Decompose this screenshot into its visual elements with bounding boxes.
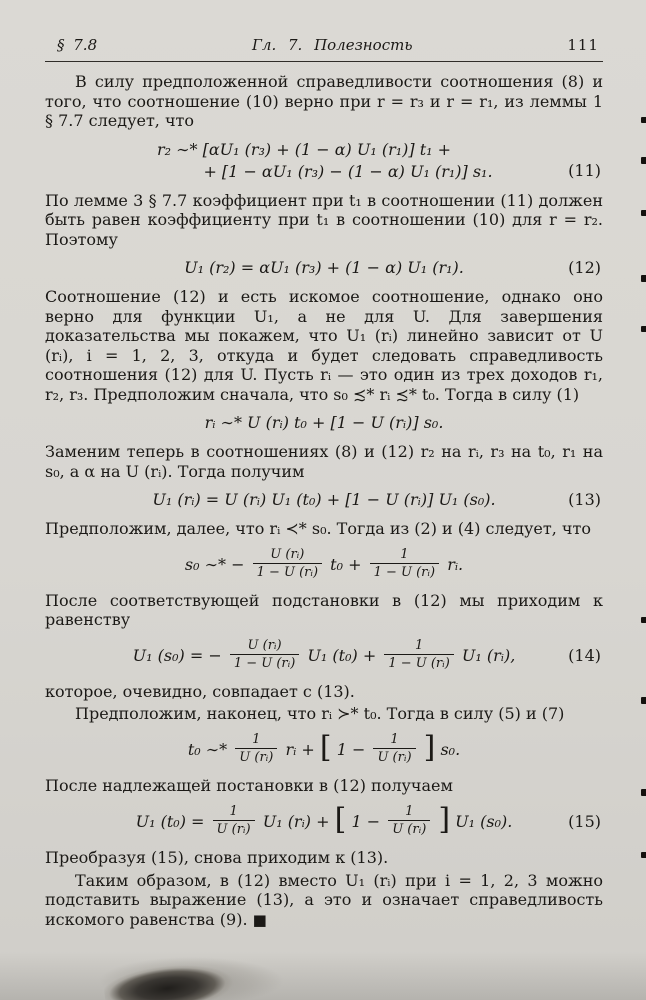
fraction xyxy=(384,638,454,671)
equation-term: s₀. xyxy=(440,739,461,759)
right-bracket: ] xyxy=(438,802,451,837)
equation-s0 xyxy=(45,545,603,585)
equation-number: (13) xyxy=(568,490,601,509)
fraction-numerator: 1 xyxy=(370,547,440,564)
paragraph: которое, очевидно, совпадает с (13). xyxy=(45,681,355,701)
fraction-denominator: U (rᵢ) xyxy=(216,821,251,837)
scan-artifact xyxy=(641,697,646,704)
equation-term: t₀ ∼* xyxy=(187,739,228,759)
equation-term: 1 − xyxy=(336,739,366,759)
equation-number: (15) xyxy=(568,811,601,831)
running-header xyxy=(45,36,603,62)
equation-term: 1 − xyxy=(351,811,381,831)
fraction-denominator: 1 − U (rᵢ) xyxy=(233,655,296,671)
fraction-denominator: 1 − U (rᵢ) xyxy=(256,564,319,580)
equation-number: (12) xyxy=(568,258,601,277)
paragraph: Соотношение (12) и есть искомое соотношение, однако оно верно для функции U₁, а не для U. Для завершения доказательства мы покажем, что U₁ (rᵢ) линейно зависит от U (rᵢ), i = 1, 2, 3, откуда и будет следовать справедливость соотношения (12) для U. Пусть rᵢ — это один из трех доходов r₁, r₂, r₃. Предположим сначала, что s₀ ≾* rᵢ ≾* t₀. Тогда в силу (1) xyxy=(45,287,603,404)
paragraph: По лемме 3 § 7.7 коэффициент при t₁ в соотношении (11) должен быть равен коэффициенту при t₁ в соотношении (10) для r = r₂. Поэтому xyxy=(45,190,603,249)
paragraph: Предположим, наконец, что rᵢ ≻* t₀. Тогда в силу (5) и (7) xyxy=(75,704,565,723)
fraction xyxy=(253,547,323,580)
paragraph-text: Таким образом, в (12) вместо U₁ (rᵢ) при i = 1, 2, 3 можно подставить выражение (13), а это и означает справедливость искомого равенства (9). xyxy=(45,870,603,929)
equation-13 xyxy=(45,489,603,511)
scan-artifact xyxy=(641,326,646,332)
fraction-numerator: 1 xyxy=(213,804,255,821)
fraction-denominator: U (rᵢ) xyxy=(377,749,412,765)
equation-number: (11) xyxy=(568,160,601,180)
equation-term: U₁ (s₀). xyxy=(455,811,513,831)
fraction xyxy=(370,547,440,580)
chapter-title: Гл. 7. Полезность xyxy=(251,36,413,54)
fraction xyxy=(213,804,255,837)
fraction-numerator: 1 xyxy=(388,804,430,821)
paragraph: Предположим, далее, что rᵢ ≺* s₀. Тогда из (2) и (4) следует, что xyxy=(45,519,591,538)
scan-artifact xyxy=(641,210,646,216)
equation-11 xyxy=(45,139,603,183)
fraction-denominator: 1 − U (rᵢ) xyxy=(373,564,436,580)
left-bracket: [ xyxy=(334,802,347,837)
right-bracket: ] xyxy=(423,730,436,765)
scan-artifact xyxy=(641,275,646,282)
paragraph: После надлежащей постановки в (12) получаем xyxy=(45,776,453,795)
equation-term: s₀ ∼* − xyxy=(184,554,245,574)
paragraph: Преобразуя (15), снова приходим к (13). xyxy=(45,848,389,867)
equation-15 xyxy=(45,802,603,843)
qed-mark: ■ xyxy=(252,910,267,929)
paragraph: После соответствующей подстановки в (12) мы приходим к равенству xyxy=(45,590,603,629)
paragraph: В силу предположенной справедливости соотношения (8) и того, что соотношение (10) верно при r = r₃ и r = r₁, из леммы 1 § 7.7 следует, что xyxy=(45,72,603,130)
equation-term: rᵢ + xyxy=(285,739,315,759)
equation-ri xyxy=(45,412,603,434)
equation-body: U₁ (rᵢ) = U (rᵢ) U₁ (t₀) + [1 − U (rᵢ)] U₁ (s₀). xyxy=(152,490,496,509)
equation-term: rᵢ. xyxy=(447,554,464,574)
equation-term: U₁ (rᵢ) + xyxy=(262,811,330,831)
paragraph: Заменим теперь в соотношениях (8) и (12) r₂ на rᵢ, r₃ на t₀, r₁ на s₀, а α на U (rᵢ). Тогда получим xyxy=(45,442,603,481)
section-number: § 7.8 xyxy=(57,36,98,54)
fraction-numerator: 1 xyxy=(235,732,277,749)
left-bracket: [ xyxy=(319,730,332,765)
fraction xyxy=(388,804,430,837)
equation-t0 xyxy=(45,730,603,771)
fraction-denominator: U (rᵢ) xyxy=(392,821,427,837)
equation-12 xyxy=(45,257,603,279)
equation-term: U₁ (t₀) = xyxy=(135,811,205,831)
scan-artifact xyxy=(641,852,646,858)
fraction-numerator: 1 xyxy=(384,638,454,655)
scan-artifact xyxy=(641,617,646,623)
scan-artifact xyxy=(641,789,646,796)
scan-artifact xyxy=(641,157,646,164)
page-number: 111 xyxy=(567,36,599,54)
equation-term: U₁ (t₀) + xyxy=(307,645,377,665)
fraction xyxy=(230,638,300,671)
page-content xyxy=(45,36,603,933)
fraction xyxy=(373,732,415,765)
equation-term: U₁ (s₀) = − xyxy=(132,645,222,665)
fraction-denominator: 1 − U (rᵢ) xyxy=(388,655,450,671)
equation-body: U₁ (r₂) = αU₁ (r₃) + (1 − α) U₁ (r₁). xyxy=(184,258,464,277)
fraction-numerator: 1 xyxy=(373,732,415,749)
scan-artifact xyxy=(641,117,646,123)
equation-line: + [1 − αU₁ (r₃) − (1 − α) U₁ (r₁)] s₁. xyxy=(203,161,493,181)
equation-term: t₀ + xyxy=(330,554,362,574)
equation-body: rᵢ ∼* U (rᵢ) t₀ + [1 − U (rᵢ)] s₀. xyxy=(204,413,444,432)
equation-number: (14) xyxy=(568,645,601,665)
equation-term: U₁ (rᵢ), xyxy=(461,645,516,665)
paragraph xyxy=(45,871,603,931)
fraction-numerator: U (rᵢ) xyxy=(230,638,300,655)
equation-line: r₂ ∼* [αU₁ (r₃) + (1 − α) U₁ (r₁)] t₁ + xyxy=(156,139,452,159)
fraction xyxy=(235,732,277,765)
equation-14 xyxy=(45,636,603,676)
fraction-denominator: U (rᵢ) xyxy=(239,749,274,765)
fraction-numerator: U (rᵢ) xyxy=(253,547,323,564)
